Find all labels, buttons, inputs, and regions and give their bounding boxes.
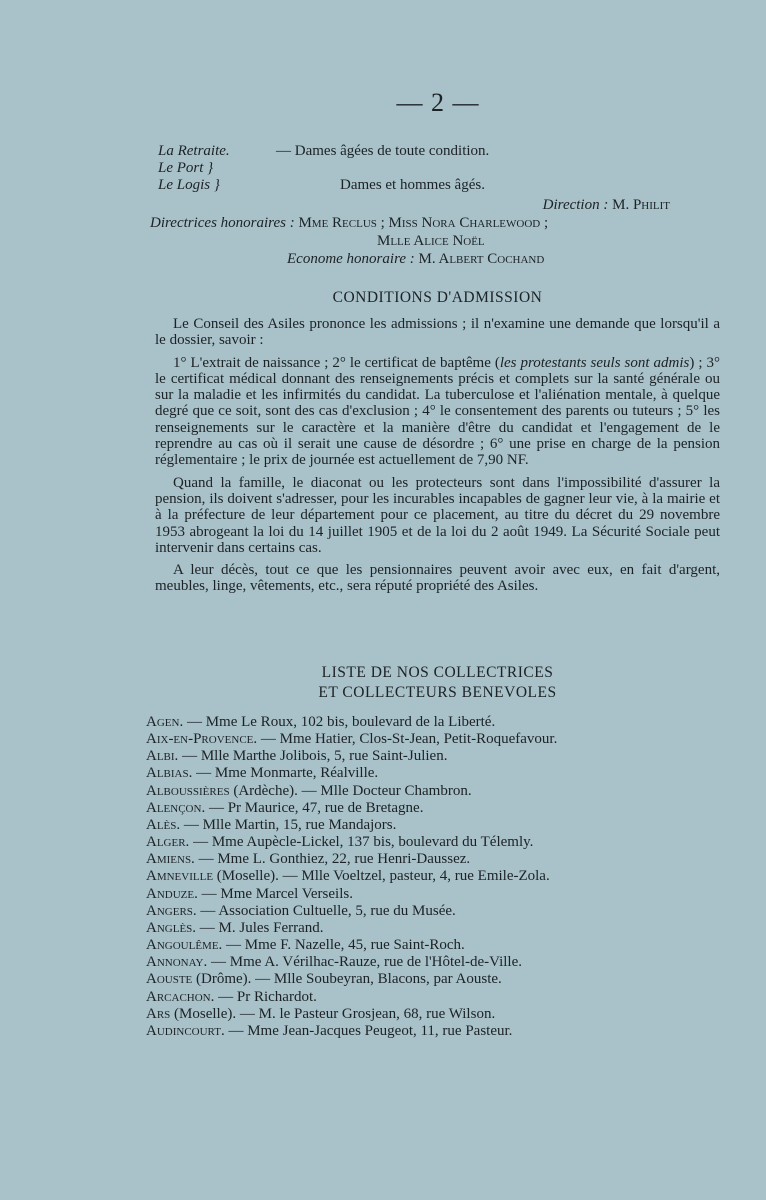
staff-block (150, 196, 720, 268)
econome-line (150, 250, 720, 268)
city-name: Audincourt. (146, 1022, 225, 1039)
list-item (146, 731, 726, 748)
list-item (146, 834, 726, 851)
collector-entry: — Mme Marcel Verseils. (197, 885, 353, 902)
city-name: Agen. (146, 714, 184, 730)
city-name: Ars (146, 1005, 171, 1022)
list-item (146, 989, 726, 1006)
list-item (146, 937, 726, 954)
paragraph-part: ) ; 3° le certificat médical donnant des renseignements précis et complets sur la santé générale ou sur la maladie et les infirmités du candidat. La tuberculose et l'aliénation mentale, à quelque degré que ce soit, sont des cas d'exclusion ; 4° le consentement des parents ou tuteurs ; 5° les renseignements sur le caractère et la manière d'être du candidat et l'engagement de le reprendre au cas où il serait une cause de désordre ; 6° une prise en charge de la pension réglementaire ; le prix de journée est actuellement de 7,90 NF. (155, 354, 720, 469)
house-name: La Retraite. (158, 143, 230, 159)
collector-entry: — Pr Maurice, 47, rue de Bretagne. (205, 799, 424, 816)
collector-entry: — Mme F. Nazelle, 45, rue Saint-Roch. (222, 937, 465, 954)
collector-entry: (Ardèche). — Mlle Docteur Chambron. (229, 782, 472, 799)
list-item (146, 783, 726, 800)
paragraph: Le Conseil des Asiles prononce les admissions ; il n'examine une demande que lorsqu'il a le dossier, savoir : (155, 316, 720, 349)
page-number: — 2 — (396, 88, 480, 117)
city-name: Angoulême. (146, 937, 223, 954)
city-name: Albias. (146, 765, 193, 782)
direction-line (150, 196, 720, 214)
list-item (146, 800, 726, 817)
collector-entry: — Mme L. Gonthiez, 22, rue Henri-Daussez. (194, 851, 471, 868)
city-name: Alençon. (146, 799, 206, 816)
city-name: Albi. (146, 748, 179, 765)
liste-heading-1: LISTE DE NOS COLLECTRICES (321, 664, 554, 681)
paragraph-part: 1° L'extrait de naissance ; 2° le certificat de baptême ( (173, 354, 500, 371)
directrices-line (150, 214, 720, 232)
city-name: Amneville (146, 868, 214, 885)
house-row (158, 143, 738, 160)
house-description: — Dames âgées de toute condition. (276, 143, 490, 159)
list-item (146, 868, 726, 885)
paragraph: Quand la famille, le diaconat ou les protecteurs sont dans l'impossibilité d'assurer la pension, ils doivent s'adresser, pour les incurables incapables de gagner leur vie, à la mairie et à la préfecture de leur département pour ce placement, au titre du décret du 29 novembre 1953 abrogeant la loi du 14 juillet 1905 et de la loi du 2 août 1949. La Sécurité Sociale peut intervenir dans certains cas. (155, 474, 720, 556)
collector-entry: (Moselle). — M. le Pasteur Grosjean, 68, rue Wilson. (170, 1005, 496, 1022)
conditions-body (155, 316, 720, 601)
collector-entry: — Pr Richardot. (214, 988, 317, 1005)
city-name: Angers. (146, 902, 197, 919)
city-name: Alès. (146, 816, 181, 833)
houses-block (158, 143, 738, 194)
econome-name: M. Albert Cochand (418, 251, 545, 267)
city-name: Arcachon. (146, 988, 215, 1005)
directrices-line-2 (150, 232, 720, 250)
directrices-role: Directrices honoraires : (150, 215, 295, 231)
paragraph: A leur décès, tout ce que les pensionnaires peuvent avoir avec eux, en fait d'argent, meubles, linge, vêtements, etc., sera réputé propriété des Asiles. (155, 562, 720, 595)
liste-heading-2: ET COLLECTEURS BENEVOLES (318, 684, 557, 701)
collector-entry: — Mme Hatier, Clos-St-Jean, Petit-Roquefavour. (257, 731, 558, 748)
collector-entry: — Mme Monmarte, Réalville. (192, 765, 379, 782)
paragraph (155, 355, 720, 469)
house-description: Dames et hommes âgés. (340, 177, 485, 193)
collector-entry: — Association Cultuelle, 5, rue du Musée. (196, 902, 456, 919)
list-item (146, 714, 726, 731)
house-name: Le Logis } (158, 177, 220, 193)
collector-entry: — Mme A. Vérilhac-Rauze, rue de l'Hôtel-de-Ville. (207, 954, 523, 971)
collector-entry: — Mme Jean-Jacques Peugeot, 11, rue Pasteur. (224, 1022, 513, 1039)
list-item (146, 1006, 726, 1023)
collector-entry: (Drôme). — Mlle Soubeyran, Blacons, par Aouste. (192, 971, 502, 988)
collector-list (146, 714, 726, 1040)
direction-name: M. Philit (612, 197, 670, 213)
city-name: Annonay. (146, 954, 208, 971)
city-name: Alger. (146, 834, 190, 851)
collector-entry: — Mlle Marthe Jolibois, 5, rue Saint-Julien. (178, 748, 448, 765)
collector-entry: — Mme Aupècle-Lickel, 137 bis, boulevard du Télemly. (189, 834, 534, 851)
list-item (146, 748, 726, 765)
list-item (146, 903, 726, 920)
collector-entry: — Mme Le Roux, 102 bis, boulevard de la Liberté. (183, 714, 496, 730)
list-item (146, 817, 726, 834)
collector-entry: (Moselle). — Mlle Voeltzel, pasteur, 4, rue Emile-Zola. (213, 868, 550, 885)
house-name: Le Port } (158, 160, 214, 176)
list-item (146, 851, 726, 868)
list-item (146, 1023, 726, 1040)
city-name: Alboussières (146, 782, 230, 799)
econome-role: Econome honoraire : (287, 251, 415, 267)
list-item (146, 920, 726, 937)
collector-entry: — Mlle Martin, 15, rue Mandajors. (180, 816, 397, 833)
house-row (158, 160, 738, 177)
directrices-names-2: Mlle Alice Noël (377, 233, 485, 249)
city-name: Amiens. (146, 851, 195, 868)
list-item (146, 954, 726, 971)
conditions-heading: CONDITIONS D'ADMISSION (332, 289, 543, 306)
list-item (146, 765, 726, 782)
directrices-names: Mme Reclus ; Miss Nora Charlewood ; (298, 215, 549, 231)
city-name: Anduze. (146, 885, 198, 902)
collector-entry: — M. Jules Ferrand. (196, 919, 324, 936)
paragraph-italic: les protestants seuls sont admis (499, 354, 690, 371)
direction-role: Direction : (542, 197, 609, 213)
list-item (146, 886, 726, 903)
city-name: Anglès. (146, 919, 197, 936)
city-name: Aix-en-Provence. (146, 731, 258, 748)
list-item (146, 971, 726, 988)
house-row (158, 177, 738, 194)
city-name: Aouste (146, 971, 193, 988)
